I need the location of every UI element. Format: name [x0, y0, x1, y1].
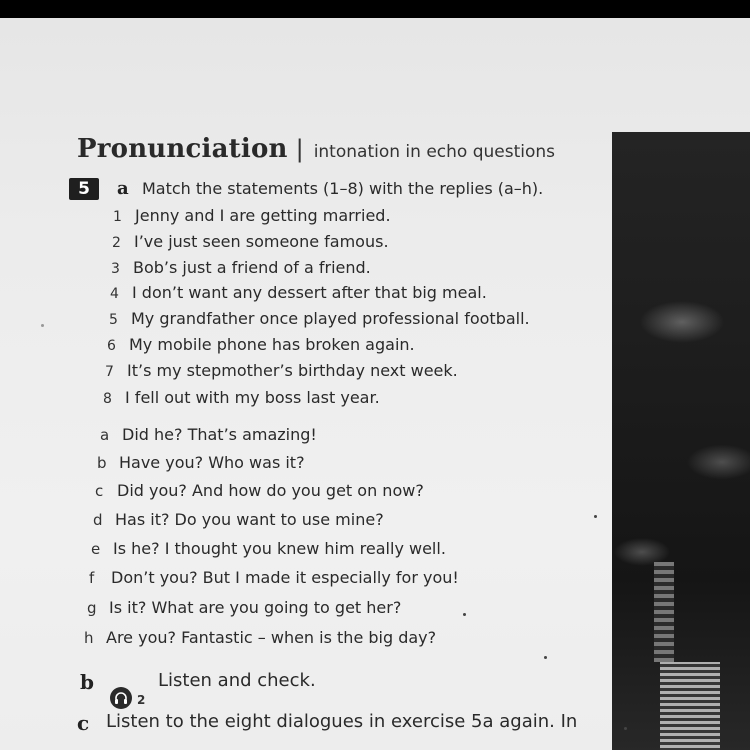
statement-text: I’ve just seen someone famous.	[134, 232, 389, 251]
statement-number: 5	[109, 312, 118, 328]
reply-text: Are you? Fantastic – when is the big day?	[106, 628, 437, 647]
statement-number: 1	[113, 209, 122, 225]
part-c-instruction: Listen to the eight dialogues in exercise 5a again. In	[106, 711, 578, 732]
statement-number: 4	[110, 286, 119, 302]
statement-item	[111, 258, 371, 277]
statement-number: 3	[111, 261, 120, 277]
reply-text: Did you? And how do you get on now?	[117, 481, 424, 500]
exercise-number-badge: 5	[69, 178, 99, 200]
statement-text: I don’t want any dessert after that big meal.	[132, 283, 487, 302]
part-b-letter: b	[80, 670, 94, 694]
reply-text: Is it? What are you going to get her?	[109, 598, 402, 617]
building-silhouette	[654, 562, 674, 662]
section-heading	[77, 134, 555, 164]
reply-letter: g	[87, 599, 97, 617]
statement-item	[112, 232, 389, 251]
page-speck	[594, 515, 597, 518]
audio-track-number: 2	[137, 693, 146, 707]
reply-letter: b	[97, 454, 107, 472]
statement-item	[105, 361, 458, 380]
reply-letter: d	[93, 511, 103, 529]
part-a-letter: a	[117, 178, 129, 199]
part-b-instruction: Listen and check.	[158, 670, 316, 691]
page-speck	[624, 727, 627, 730]
reply-letter: e	[91, 540, 101, 558]
section-title: Pronunciation	[77, 134, 288, 164]
statement-number: 6	[107, 338, 116, 354]
textbook-page	[0, 18, 750, 750]
statement-text: My mobile phone has broken again.	[129, 335, 415, 354]
heading-separator: |	[295, 135, 304, 163]
statement-item	[113, 206, 391, 225]
statement-number: 8	[103, 391, 112, 407]
statement-text: Jenny and I are getting married.	[135, 206, 391, 225]
statement-item	[107, 335, 415, 354]
statement-item	[109, 309, 530, 328]
reply-letter: f	[89, 569, 95, 587]
reply-item	[89, 568, 459, 587]
reply-item	[100, 425, 317, 444]
reply-letter: a	[100, 426, 110, 444]
reply-item	[87, 598, 401, 617]
reply-text: Is he? I thought you knew him really well.	[113, 539, 446, 558]
statement-text: My grandfather once played professional football.	[131, 309, 530, 328]
reply-text: Don’t you? But I made it especially for you!	[111, 568, 459, 587]
city-night-photo	[612, 132, 750, 750]
headphones-icon	[110, 687, 132, 709]
statement-text: I fell out with my boss last year.	[125, 388, 380, 407]
reply-text: Has it? Do you want to use mine?	[115, 510, 384, 529]
statement-item	[103, 388, 380, 407]
part-c-letter: c	[77, 711, 90, 735]
lit-building-image	[660, 662, 720, 750]
reply-letter: h	[84, 629, 94, 647]
statement-item	[110, 283, 487, 302]
part-a-instruction: Match the statements (1–8) with the replies (a–h).	[142, 179, 544, 198]
section-subtitle: intonation in echo questions	[313, 142, 555, 162]
page-speck	[544, 656, 547, 659]
statement-number: 7	[105, 364, 114, 380]
reply-text: Have you? Who was it?	[119, 453, 305, 472]
statement-number: 2	[112, 235, 121, 251]
reply-item	[93, 510, 384, 529]
reply-item	[95, 481, 424, 500]
page-speck	[41, 324, 44, 327]
page-speck	[463, 613, 466, 616]
reply-letter: c	[95, 482, 104, 500]
reply-item	[97, 453, 305, 472]
reply-item	[91, 539, 446, 558]
reply-text: Did he? That’s amazing!	[122, 425, 317, 444]
statement-text: Bob’s just a friend of a friend.	[133, 258, 371, 277]
statement-text: It’s my stepmother’s birthday next week.	[127, 361, 458, 380]
headphones-icon-glyph	[113, 690, 129, 706]
reply-item	[84, 628, 436, 647]
